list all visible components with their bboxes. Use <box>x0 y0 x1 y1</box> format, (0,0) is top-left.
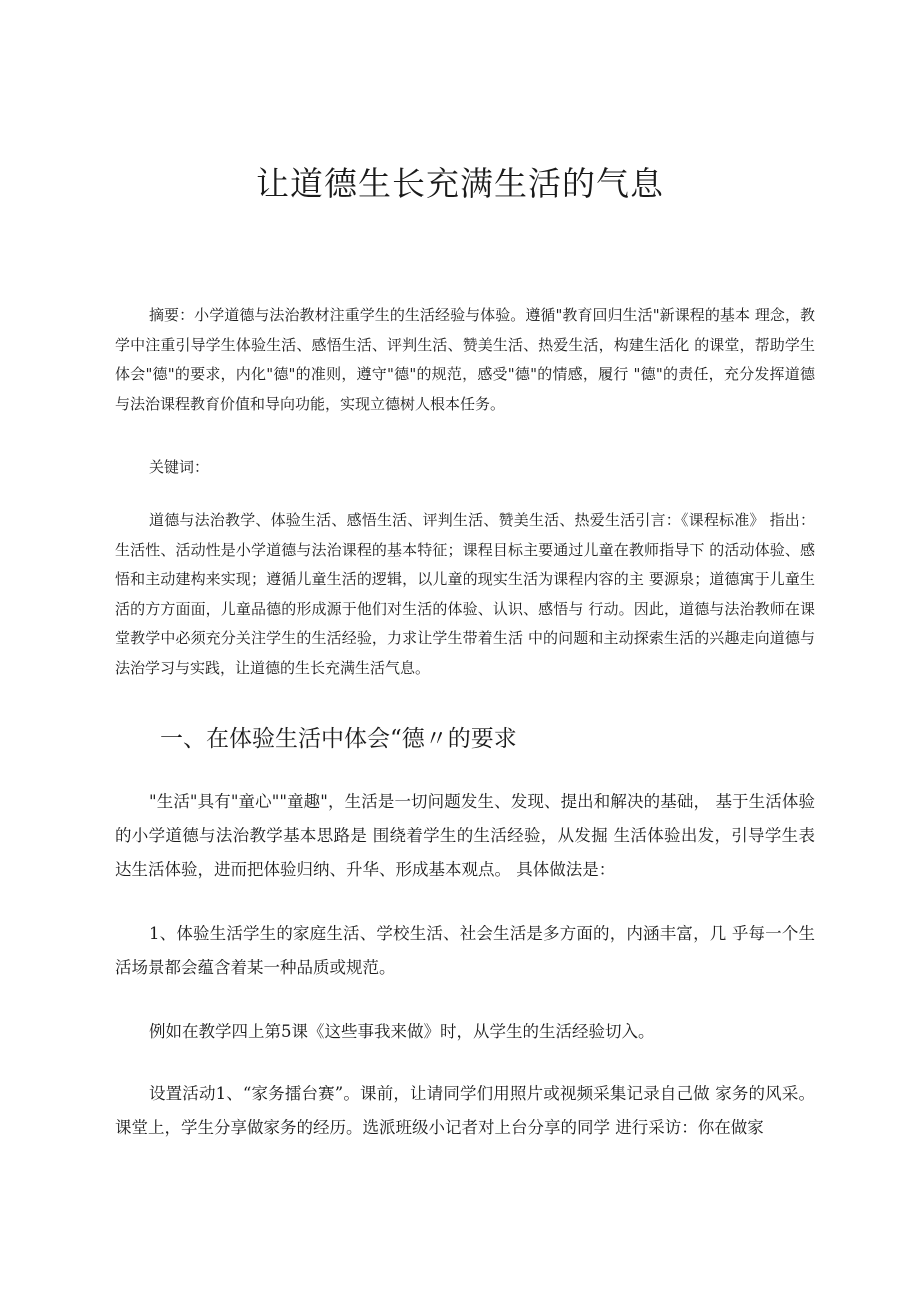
section-1-paragraph-4: 设置活动1、“家务擂台赛”。课前，让请同学们用照片或视频采集记录自己做 家务的风采。课堂上，学生分享做家务的经历。选派班级小记者对上台分享的同学 进行采访：你在做家 <box>115 1084 815 1137</box>
abstract-paragraph: 摘要：小学道德与法治教材注重学生的生活经验与体验。遵循"教育回归生活"新课程的基本 理念，教学中注重引导学生体验生活、感悟生活、评判生活、赞美生活、热爱生活，构建生活化 的课堂，帮助学生体会"德"的要求，内化"德"的准则，遵守"德"的规范，感受"德"的情感，履行 "德"的责任，充分发挥道德与法治课程教育价值和导向功能，实现立德树人根本任务。 <box>115 306 815 413</box>
section-1-paragraph-2: 1、体验生活学生的家庭生活、学校生活、社会生活是多方面的，内涵丰富，几 乎每一个生活场景都会蕴含着某一种品质或规范。 <box>115 924 815 977</box>
keywords-label: 关键词： <box>149 458 210 476</box>
document-title: 让道德生长充满生活的气息 <box>256 164 664 203</box>
keywords-introduction-paragraph: 道德与法治教学、体验生活、感悟生活、评判生活、赞美生活、热爱生活引言：《课程标准》 指出：生活性、活动性是小学道德与法治课程的基本特征；课程目标主要通过儿童在教师指导下 的活动体验、感悟和主动建构来实现；遵循儿童生活的逻辑，以儿童的现实生活为课程内容的主 要源泉；道德寓于儿童生活的方方面面，儿童品德的形成源于他们对生活的体验、认识、感悟与 行动。因此，道德与法治教师在课堂教学中必须充分关注学生的生活经验，力求让学生带着生活 中的问题和主动探索生活的兴趣走向道德与法治学习与实践，让道德的生长充满生活气息。 <box>115 511 815 677</box>
section-1-paragraph-3: 例如在教学四上第5课《这些事我来做》时，从学生的生活经验切入。 <box>149 1022 655 1041</box>
section-heading-1: 一、在体验生活中体会“德〃的要求 <box>160 726 517 752</box>
section-1-paragraph-1: "生活"具有"童心""童趣"，生活是一切问题发生、发现、提出和解决的基础， 基于生活体验的小学道德与法治教学基本思路是 围绕着学生的生活经验，从发掘 生活体验出发，引导学生表达生活体验，进而把体验归纳、升华、形成基本观点。 具体做法是： <box>115 792 815 879</box>
